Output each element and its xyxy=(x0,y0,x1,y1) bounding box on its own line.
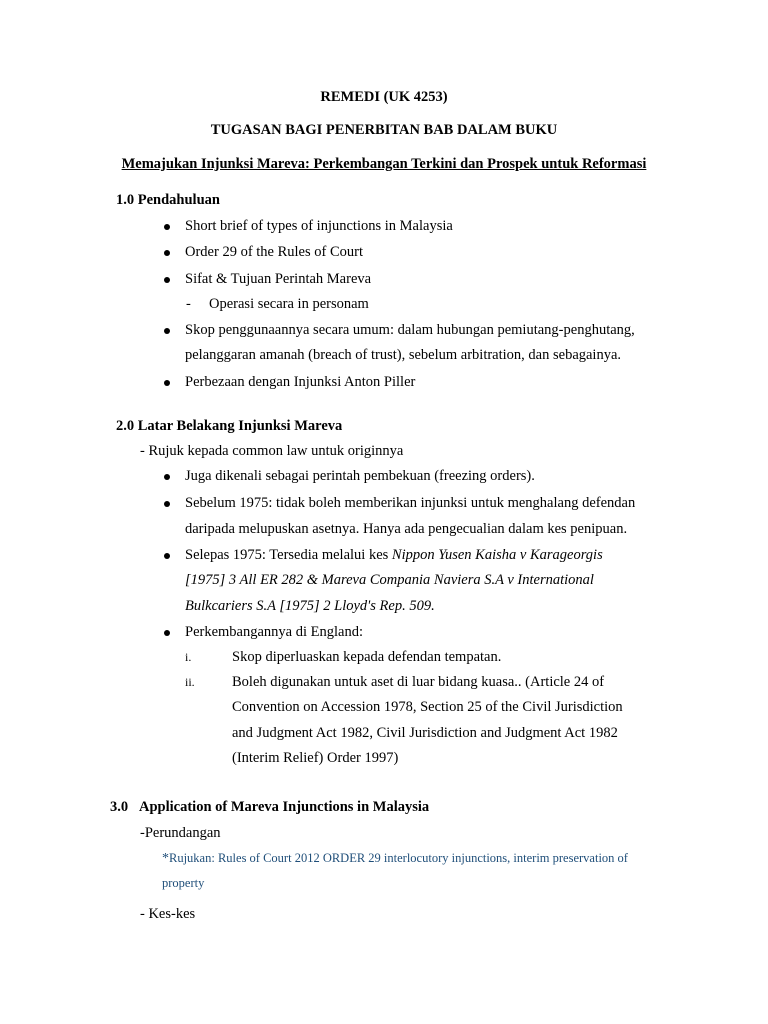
roman-numeral: i. xyxy=(185,650,192,664)
section-1-heading: 1.0 Pendahuluan xyxy=(116,192,220,208)
course-title: REMEDI (UK 4253) xyxy=(320,89,448,105)
list-item: Sebelum 1975: tidak boleh memberikan injunksi untuk menghalang defendan xyxy=(185,495,636,511)
list-item: Order 29 of the Rules of Court xyxy=(185,244,363,260)
list-item-continuation: (Interim Relief) Order 1997) xyxy=(232,750,399,766)
section-3-subheading: -Perundangan xyxy=(140,825,221,841)
section-2-subheading: - Rujuk kepada common law untuk originnya xyxy=(140,443,404,459)
section-3-subheading: - Kes-kes xyxy=(140,906,196,922)
bullet-icon xyxy=(164,630,170,636)
list-item: Perbezaan dengan Injunksi Anton Piller xyxy=(185,374,416,390)
case-citation: [1975] 3 All ER 282 & Mareva Compania Naviera S.A v International xyxy=(185,572,594,588)
bullet-icon xyxy=(164,380,170,386)
list-item: Juga dikenali sebagai perintah pembekuan (freezing orders). xyxy=(185,468,535,484)
list-item-continuation: and Judgment Act 1982, Civil Jurisdiction and Judgment Act 1982 xyxy=(232,725,618,741)
list-item: Perkembangannya di England: xyxy=(185,624,363,640)
list-item-continuation: daripada melupuskan asetnya. Hanya ada pengecualian dalam kes penipuan. xyxy=(185,521,628,537)
bullet-icon xyxy=(164,224,170,230)
reference-text-continuation: property xyxy=(162,876,205,890)
list-item-text: Selepas 1975: Tersedia melalui kes xyxy=(185,547,392,563)
section-2-heading: 2.0 Latar Belakang Injunksi Mareva xyxy=(116,418,343,434)
bullet-icon xyxy=(164,277,170,283)
section-3-heading: Application of Mareva Injunctions in Malaysia xyxy=(139,799,430,815)
document-title: Memajukan Injunksi Mareva: Perkembangan Terkini dan Prospek untuk Reformasi xyxy=(121,156,647,172)
roman-numeral: ii. xyxy=(185,675,195,689)
asterisk-marker: * xyxy=(162,851,169,866)
list-item-continuation: pelanggaran amanah (breach of trust), sebelum arbitration, dan sebagainya. xyxy=(185,347,622,363)
case-citation: Bulkcariers S.A [1975] 2 Lloyd's Rep. 509. xyxy=(185,598,435,614)
assignment-title: TUGASAN BAGI PENERBITAN BAB DALAM BUKU xyxy=(210,122,558,138)
bullet-icon xyxy=(164,250,170,256)
section-3-number: 3.0 xyxy=(110,799,129,815)
bullet-icon xyxy=(164,474,170,480)
case-citation: Nippon Yusen Kaisha v Karageorgis xyxy=(391,547,603,563)
list-item: Short brief of types of injunctions in Malaysia xyxy=(185,218,453,234)
bullet-icon xyxy=(164,501,170,507)
reference-note xyxy=(162,850,628,867)
list-item: Sifat & Tujuan Perintah Mareva xyxy=(185,271,372,287)
list-item: Boleh digunakan untuk aset di luar bidang kuasa.. (Article 24 of xyxy=(232,674,605,690)
list-item xyxy=(185,547,603,564)
reference-text: Rujukan: Rules of Court 2012 ORDER 29 interlocutory injunctions, interim preservation of xyxy=(169,851,628,865)
list-item: Skop diperluaskan kepada defendan tempatan. xyxy=(232,649,502,665)
bullet-icon xyxy=(164,328,170,334)
dash-marker: - xyxy=(186,296,191,312)
list-item: Operasi secara in personam xyxy=(209,296,369,312)
list-item: Skop penggunaannya secara umum: dalam hubungan pemiutang-penghutang, xyxy=(185,322,635,338)
list-item-continuation: Convention on Accession 1978, Section 25 of the Civil Jurisdiction xyxy=(232,699,623,715)
bullet-icon xyxy=(164,553,170,559)
